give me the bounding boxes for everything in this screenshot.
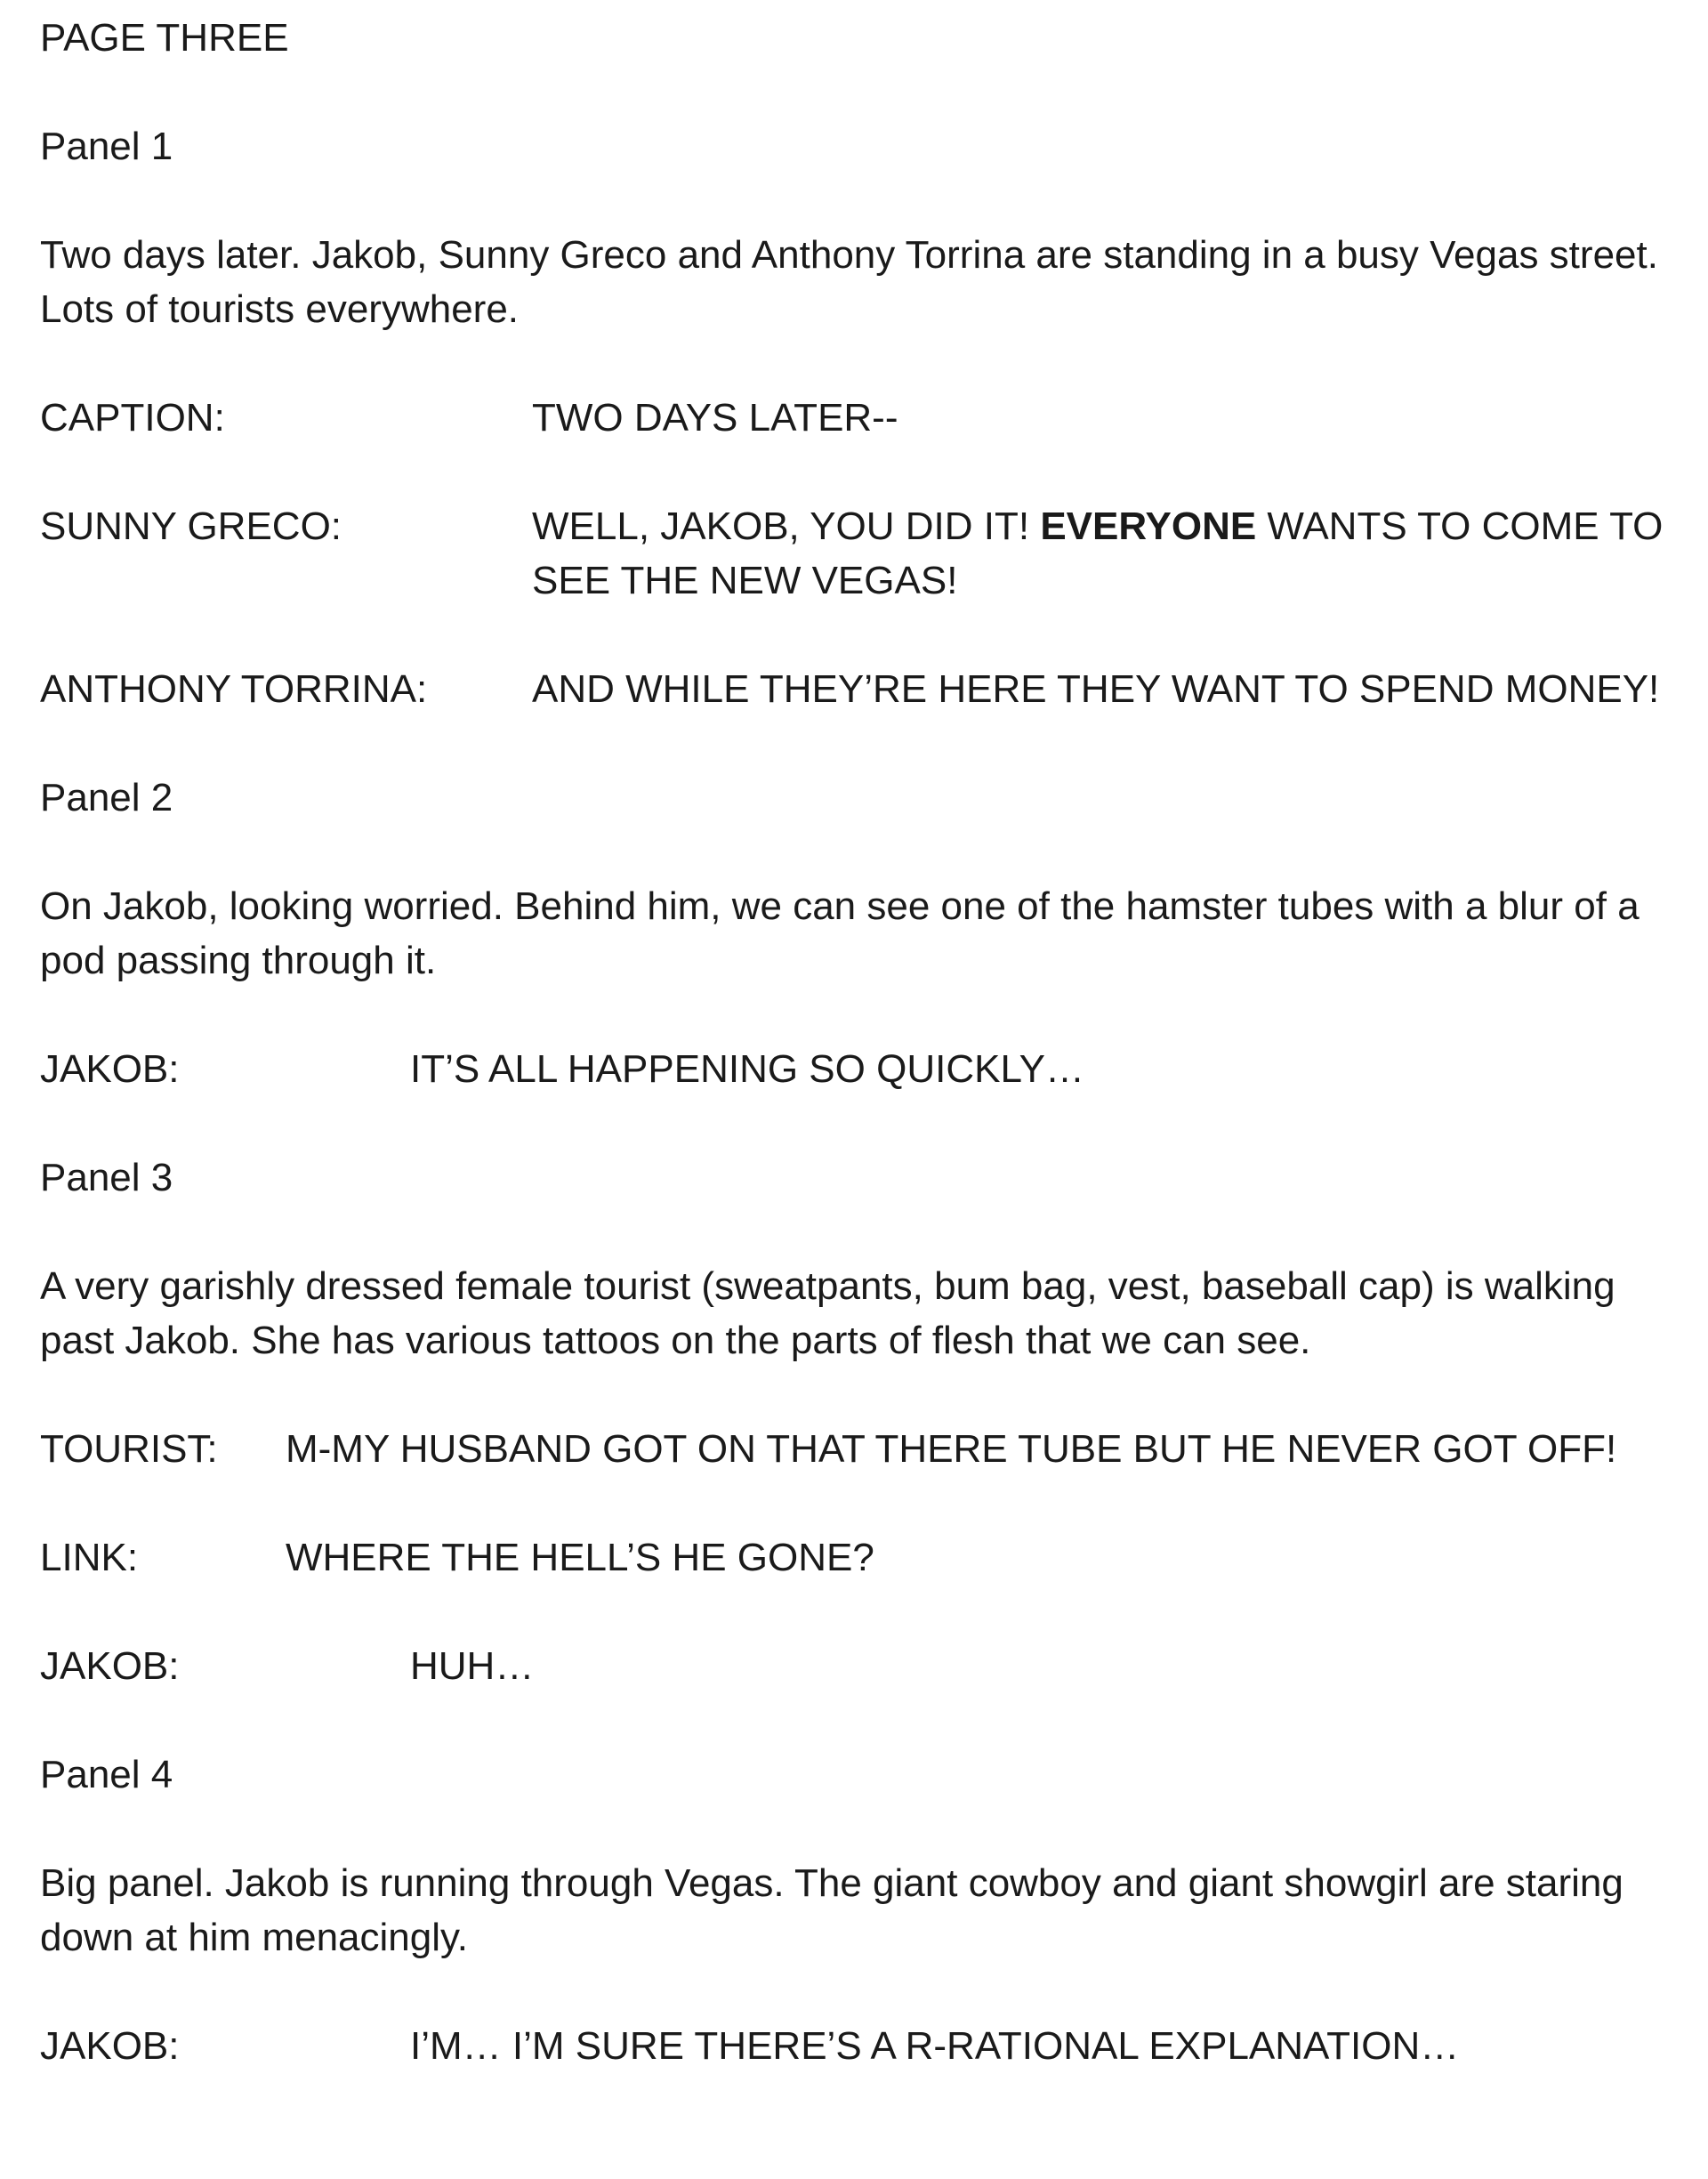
speaker-name: CAPTION:: [40, 396, 225, 440]
dialogue-line: [40, 1422, 1668, 1476]
dialogue-text: HUH…: [410, 1644, 535, 1688]
panel-description: On Jakob, looking worried. Behind him, we can see one of the hamster tubes with a blur of a pod passing through it.: [40, 884, 1640, 982]
panel-description: Two days later. Jakob, Sunny Greco and Anthony Torrina are standing in a busy Vegas street. Lots of tourists everywhere.: [40, 233, 1658, 331]
panel-1: [40, 119, 1668, 716]
dialogue-line: [40, 1530, 1668, 1585]
dialogue-line: [40, 1042, 1668, 1096]
page-heading: PAGE THREE: [40, 16, 289, 60]
dialogue-text: IT’S ALL HAPPENING SO QUICKLY…: [410, 1047, 1084, 1091]
panel-label: Panel 2: [40, 776, 173, 819]
panel-3: [40, 1150, 1668, 1693]
speaker-name: LINK:: [40, 1536, 139, 1579]
speaker-name: JAKOB:: [40, 1047, 180, 1091]
dialogue-line: [40, 391, 1668, 445]
dialogue-text-part: WANTS TO COME TO SEE THE NEW VEGAS!: [532, 504, 1664, 602]
speaker-name: JAKOB:: [40, 2024, 180, 2068]
panel-label: Panel 4: [40, 1753, 173, 1796]
panel-2: [40, 771, 1668, 1096]
speaker-name: JAKOB:: [40, 1644, 180, 1688]
dialogue-line: [40, 499, 1668, 608]
dialogue-line: [40, 1639, 1668, 1693]
dialogue-text: M-MY HUSBAND GOT ON THAT THERE TUBE BUT HE NEVER GOT OFF!: [286, 1427, 1617, 1471]
dialogue-line: [40, 2019, 1668, 2073]
dialogue-line: [40, 662, 1668, 716]
dialogue-text: WHERE THE HELL’S HE GONE?: [286, 1536, 874, 1579]
panel-description: A very garishly dressed female tourist (sweatpants, bum bag, vest, baseball cap) is walking past Jakob. She has various tattoos on the parts of flesh that we can see.: [40, 1264, 1615, 1362]
panel-label: Panel 1: [40, 125, 173, 168]
script-page: [40, 11, 1668, 2127]
speaker-name: SUNNY GRECO:: [40, 504, 342, 548]
dialogue-text: I’M… I’M SURE THERE’S A R-RATIONAL EXPLANATION…: [410, 2024, 1460, 2068]
panel-description: Big panel. Jakob is running through Vegas. The giant cowboy and giant showgirl are staring down at him menacingly.: [40, 1861, 1623, 1959]
dialogue-text: [532, 499, 1668, 608]
dialogue-text: AND WHILE THEY’RE HERE THEY WANT TO SPEND MONEY!: [532, 667, 1660, 711]
panel-4: [40, 1747, 1668, 2073]
panel-label: Panel 3: [40, 1156, 173, 1199]
speaker-name: ANTHONY TORRINA:: [40, 667, 428, 711]
emphasized-word: EVERYONE: [1040, 504, 1257, 548]
dialogue-text: TWO DAYS LATER--: [532, 396, 898, 440]
dialogue-text-part: WELL, JAKOB, YOU DID IT!: [532, 504, 1041, 548]
speaker-name: TOURIST:: [40, 1427, 218, 1471]
